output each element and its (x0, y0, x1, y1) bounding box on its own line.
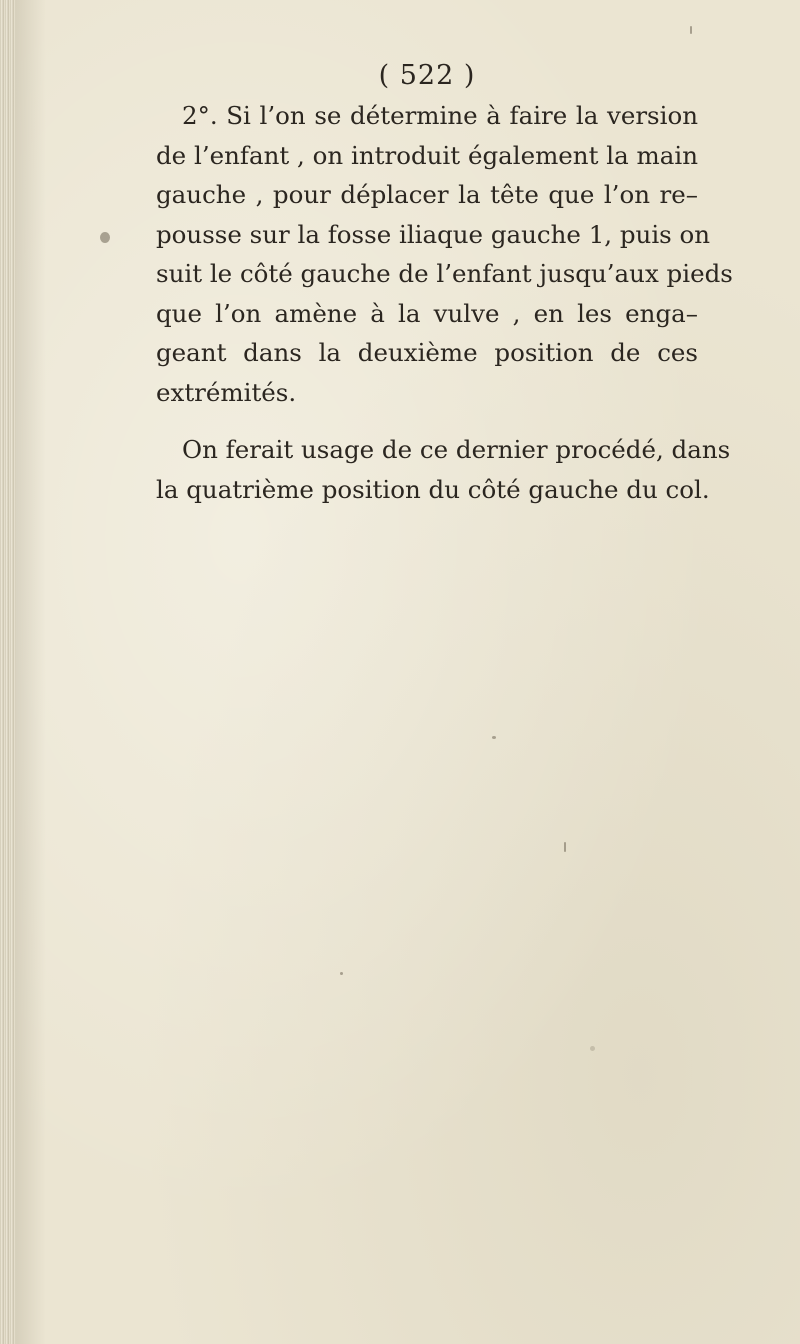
paragraph (156, 96, 733, 412)
ink-speck (690, 26, 692, 34)
ink-speck (492, 736, 496, 739)
text-line: la quatrième position du côté gauche du col. (156, 474, 710, 504)
text-line: On ferait usage de ce dernier procédé, dans (182, 435, 731, 464)
page-binding-shadow (16, 0, 46, 1344)
paragraph (156, 430, 731, 509)
text-line: extrémités. (156, 377, 297, 407)
ink-speck (564, 842, 566, 852)
text-line: de l’enfant , on introduit également la main (156, 140, 698, 170)
text-line: geant dans la deuxième position de ces (156, 338, 698, 367)
page-number: ( 522 ) (378, 60, 476, 91)
text-line: gauche , pour déplacer la tête que l’on re– (156, 180, 698, 209)
page-binding-edge (0, 0, 16, 1344)
page-text (156, 56, 733, 509)
text-line: que l’on amène à la vulve , en les enga– (156, 298, 698, 328)
text-line: suit le côté gauche de l’enfant jusqu’aux pieds (156, 259, 733, 288)
text-line: pousse sur la fosse iliaque gauche 1, puis on (156, 219, 711, 249)
ink-speck (590, 1046, 595, 1051)
text-line: 2°. Si l’on se détermine à faire la version (182, 101, 698, 130)
ink-speck (340, 972, 343, 975)
ink-speck (100, 232, 110, 243)
